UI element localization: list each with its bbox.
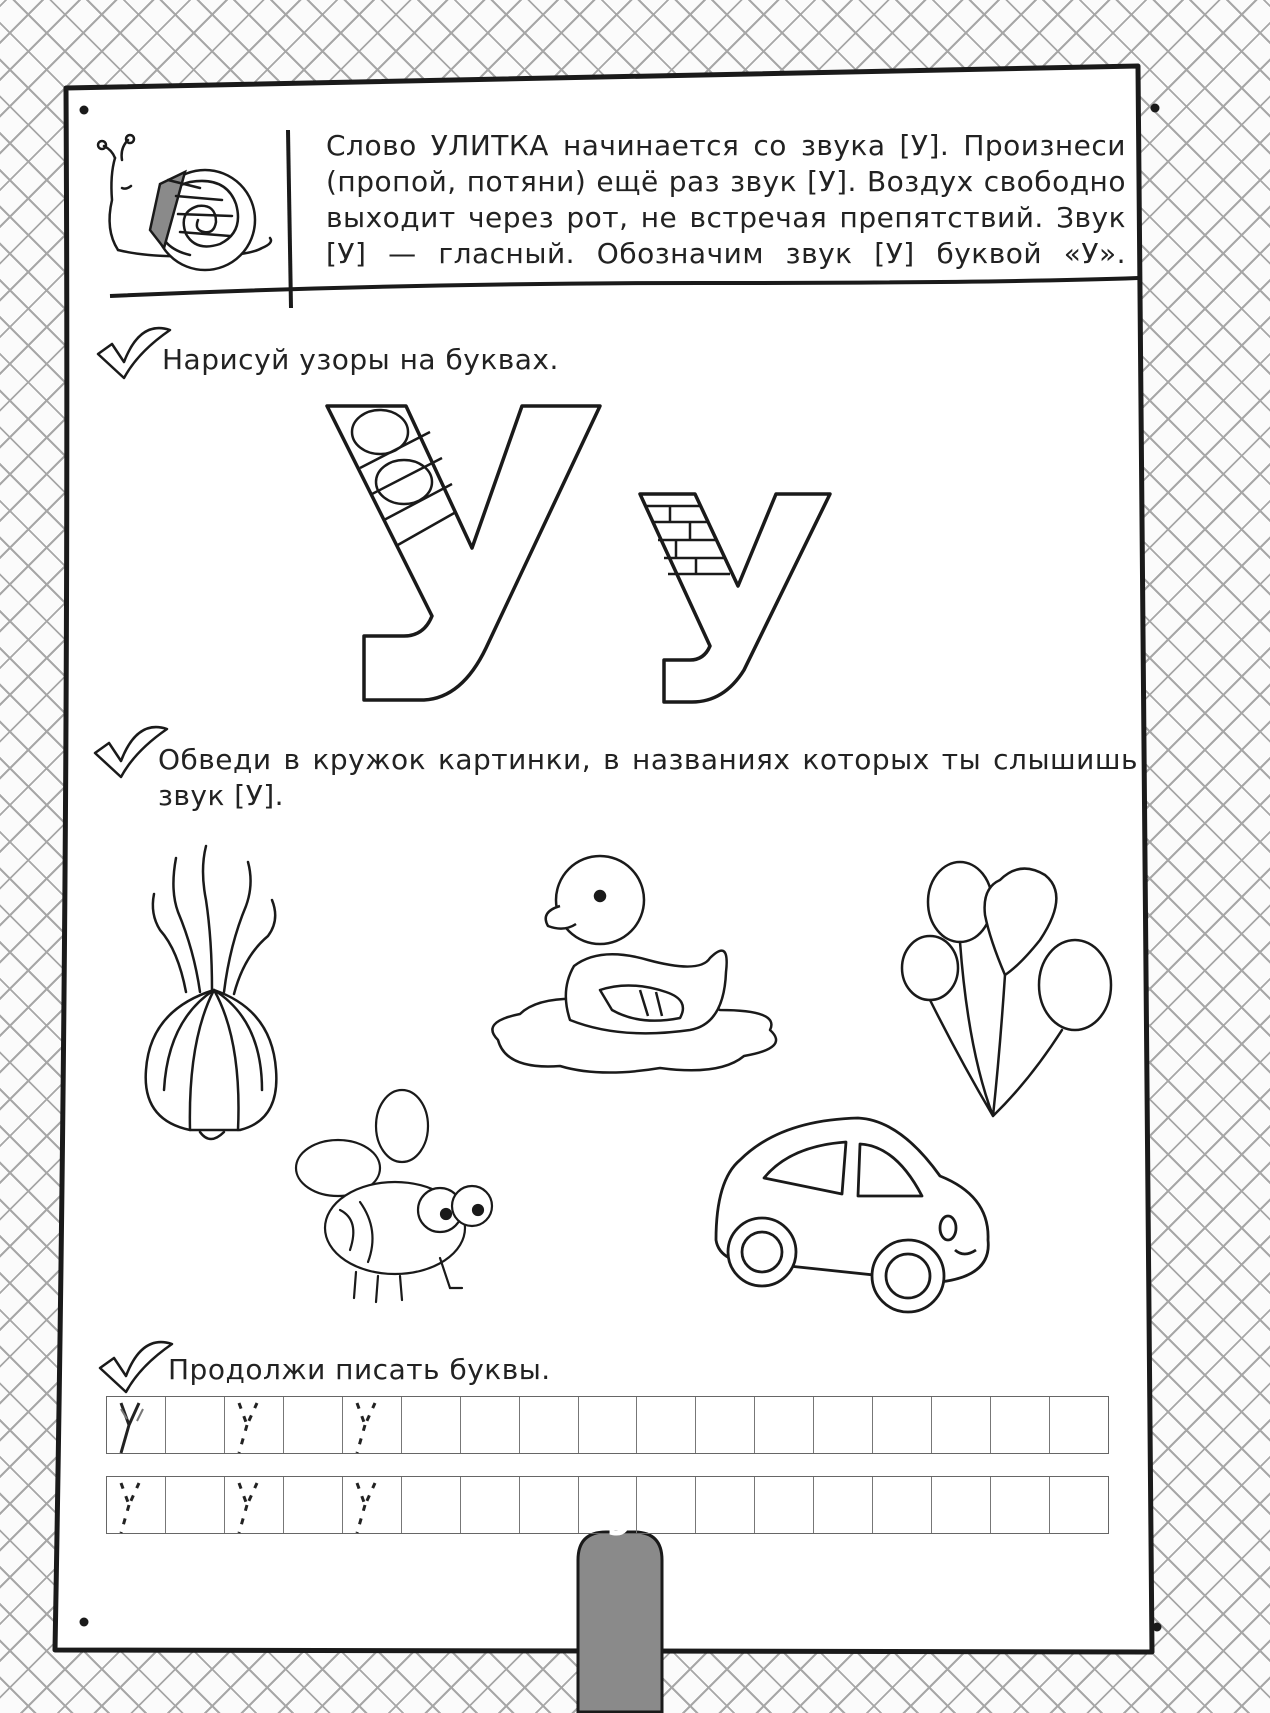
task-2-line-2: звук [У]. — [158, 779, 285, 812]
grid-cell[interactable] — [461, 1397, 520, 1453]
grid-cell[interactable] — [166, 1397, 225, 1453]
grid-cell[interactable] — [166, 1477, 225, 1533]
grid-cell[interactable] — [873, 1477, 932, 1533]
grid-cell-dotted[interactable] — [107, 1477, 166, 1533]
grid-cell[interactable] — [932, 1397, 991, 1453]
grid-cell-sample — [107, 1397, 166, 1453]
writing-grid-row-1[interactable] — [106, 1396, 1109, 1454]
grid-cell[interactable] — [402, 1477, 461, 1533]
task-2-instruction — [158, 742, 1138, 814]
grid-cell[interactable] — [814, 1397, 873, 1453]
grid-cell[interactable] — [402, 1397, 461, 1453]
grid-cell[interactable] — [579, 1397, 638, 1453]
intro-line-4: [У] — гласный. Обозначим звук [У] буквой «У». — [326, 237, 1126, 270]
grid-cell[interactable] — [814, 1477, 873, 1533]
intro-line-1: Слово УЛИТКА начинается со звука [У]. Произнеси — [326, 129, 1126, 162]
grid-cell[interactable] — [1050, 1477, 1108, 1533]
grid-cell-dotted[interactable] — [343, 1397, 402, 1453]
grid-cell-dotted[interactable] — [225, 1397, 284, 1453]
intro-paragraph — [326, 128, 1126, 272]
page-number: 9 — [605, 1500, 633, 1544]
grid-cell[interactable] — [284, 1397, 343, 1453]
grid-cell[interactable] — [520, 1397, 579, 1453]
grid-cell[interactable] — [932, 1477, 991, 1533]
grid-cell[interactable] — [461, 1477, 520, 1533]
grid-cell[interactable] — [284, 1477, 343, 1533]
task-2-line-1: Обведи в кружок картинки, в названиях которых ты слышишь — [158, 743, 1138, 776]
grid-cell[interactable] — [755, 1397, 814, 1453]
grid-cell[interactable] — [873, 1397, 932, 1453]
grid-cell[interactable] — [637, 1397, 696, 1453]
grid-cell[interactable] — [696, 1477, 755, 1533]
task-3-instruction: Продолжи писать буквы. — [168, 1353, 551, 1386]
grid-cell[interactable] — [696, 1397, 755, 1453]
intro-line-2: (пропой, потяни) ещё раз звук [У]. Воздух свободно — [326, 165, 1126, 198]
grid-cell[interactable] — [991, 1477, 1050, 1533]
intro-line-3: выходит через рот, не встречая препятствий. Звук — [326, 201, 1126, 234]
grid-cell-dotted[interactable] — [343, 1477, 402, 1533]
task-1-instruction: Нарисуй узоры на буквах. — [162, 343, 559, 376]
grid-cell[interactable] — [991, 1397, 1050, 1453]
grid-cell[interactable] — [520, 1477, 579, 1533]
grid-cell[interactable] — [755, 1477, 814, 1533]
grid-cell[interactable] — [1050, 1397, 1108, 1453]
grid-cell-dotted[interactable] — [225, 1477, 284, 1533]
